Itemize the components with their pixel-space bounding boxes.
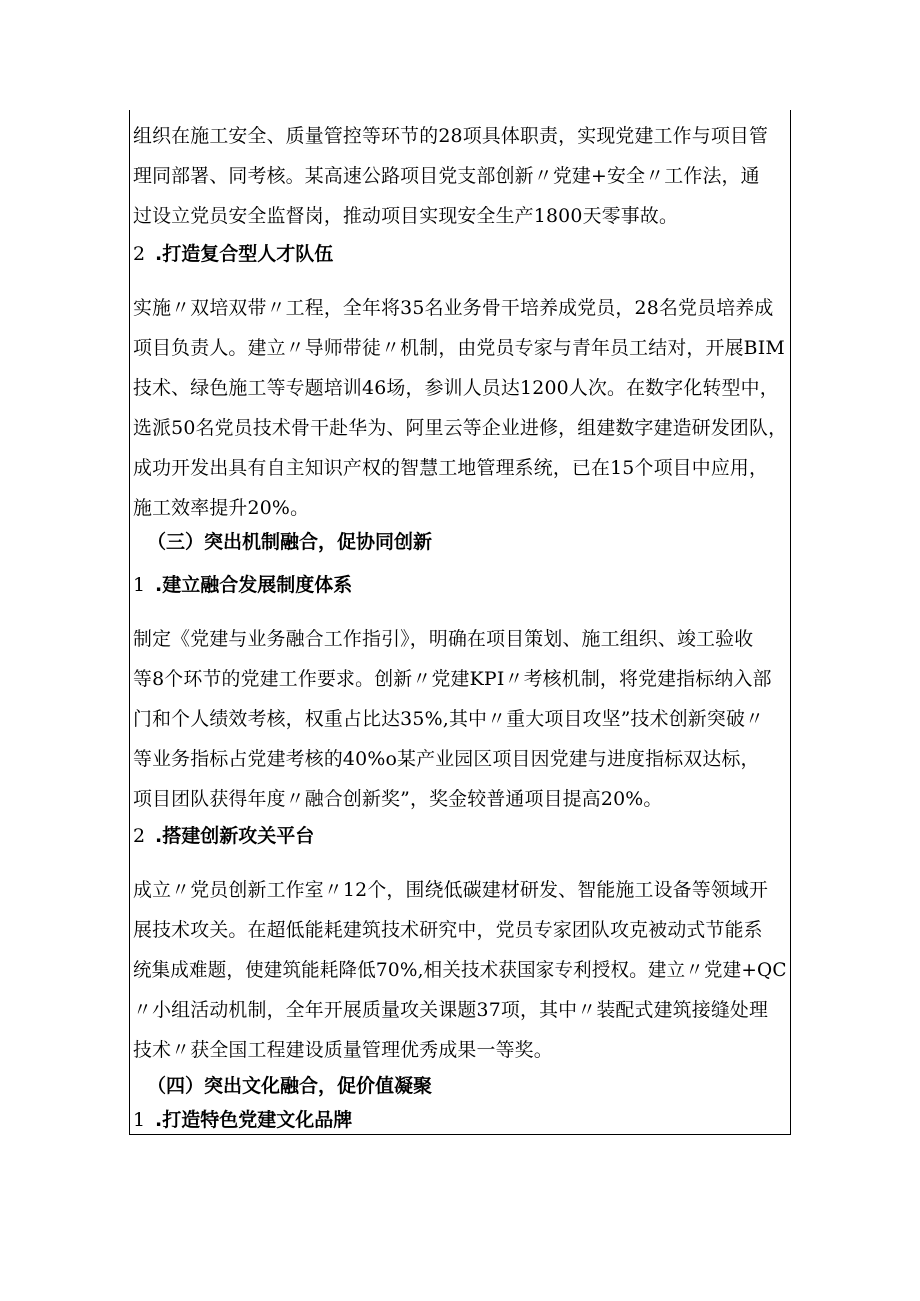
heading-talent-team	[133, 234, 791, 274]
text-line: 等8个环节的党建工作要求。创新〃党建KPI〃考核机制，将党建指标纳入部	[133, 668, 772, 690]
heading-text: .打造特色党建文化品牌	[155, 1109, 353, 1131]
paragraph-innovation	[133, 870, 791, 1070]
text-line: 选派50名党员技术骨干赴华为、阿里云等企业进修，组建数字建造研发团队，	[133, 417, 788, 439]
heading-number: 1	[133, 1109, 146, 1131]
text-line: 成立〃党员创新工作室〃12个，围绕低碳建材研发、智能施工设备等领域开	[133, 879, 769, 901]
heading-number: 1	[133, 574, 146, 596]
heading-text: .搭建创新攻关平台	[155, 825, 315, 847]
paragraph-responsibilities	[133, 116, 791, 236]
section-heading-culture: （四）突出文化融合，促价值凝聚	[147, 1075, 433, 1097]
text-line: 理同部署、同考核。某高速公路项目党支部创新〃党建+安全〃工作法，通	[133, 165, 760, 187]
heading-text: .建立融合发展制度体系	[155, 574, 353, 596]
text-line: 实施〃双培双带〃工程，全年将35名业务骨干培养成党员，28名党员培养成	[133, 297, 774, 319]
text-line: 门和个人绩效考核，权重占比达35%,其中〃重大项目攻坚”技术创新突破〃	[133, 708, 765, 730]
paragraph-talent	[133, 288, 791, 528]
text-line: 统集成难题，使建筑能耗降低70%,相关技术获国家专利授权。建立〃党建+QC	[133, 959, 787, 981]
heading-number: 2	[133, 243, 146, 265]
text-line: 施工效率提升20%。	[133, 497, 310, 519]
text-line: 组织在施工安全、质量管控等环节的28项具体职责，实现党建工作与项目管	[133, 125, 769, 147]
text-line: 成功开发出具有自主知识产权的智慧工地管理系统，已在15个项目中应用，	[133, 457, 769, 479]
text-line: 技术、绿色施工等专题培训46场，参训人员达1200人次。在数字化转型中，	[133, 377, 779, 399]
heading-system	[133, 565, 791, 605]
heading-culture-brand	[133, 1100, 791, 1140]
heading-text: .打造复合型人才队伍	[155, 243, 334, 265]
text-line: 展技术攻关。在超低能耗建筑技术研究中，党员专家团队攻克被动式节能系	[133, 919, 763, 941]
text-line: 等业务指标占党建考核的40%o某产业园区项目因党建与进度指标双达标，	[133, 748, 760, 770]
paragraph-system	[133, 619, 791, 819]
text-line: 项目团队获得年度〃融合创新奖”，奖金较普通项目提高20%。	[133, 788, 663, 810]
text-line: 项目负责人。建立〃导师带徒〃机制，由党员专家与青年员工结对，开展BIM	[133, 337, 785, 359]
heading-innovation-platform	[133, 816, 791, 856]
text-line: 技术〃获全国工程建设质量管理优秀成果一等奖。	[133, 1039, 553, 1061]
text-line: 〃小组活动机制，全年开展质量攻关课题37项，其中〃装配式建筑接缝处理	[133, 999, 769, 1021]
heading-number: 2	[133, 825, 146, 847]
text-line: 制定《党建与业务融合工作指引》，明确在项目策划、施工组织、竣工验收	[133, 628, 754, 650]
text-line: 过设立党员安全监督岗，推动项目实现安全生产1800天零事故。	[133, 205, 679, 227]
section-heading-mechanism: （三）突出机制融合，促协同创新	[147, 531, 433, 553]
